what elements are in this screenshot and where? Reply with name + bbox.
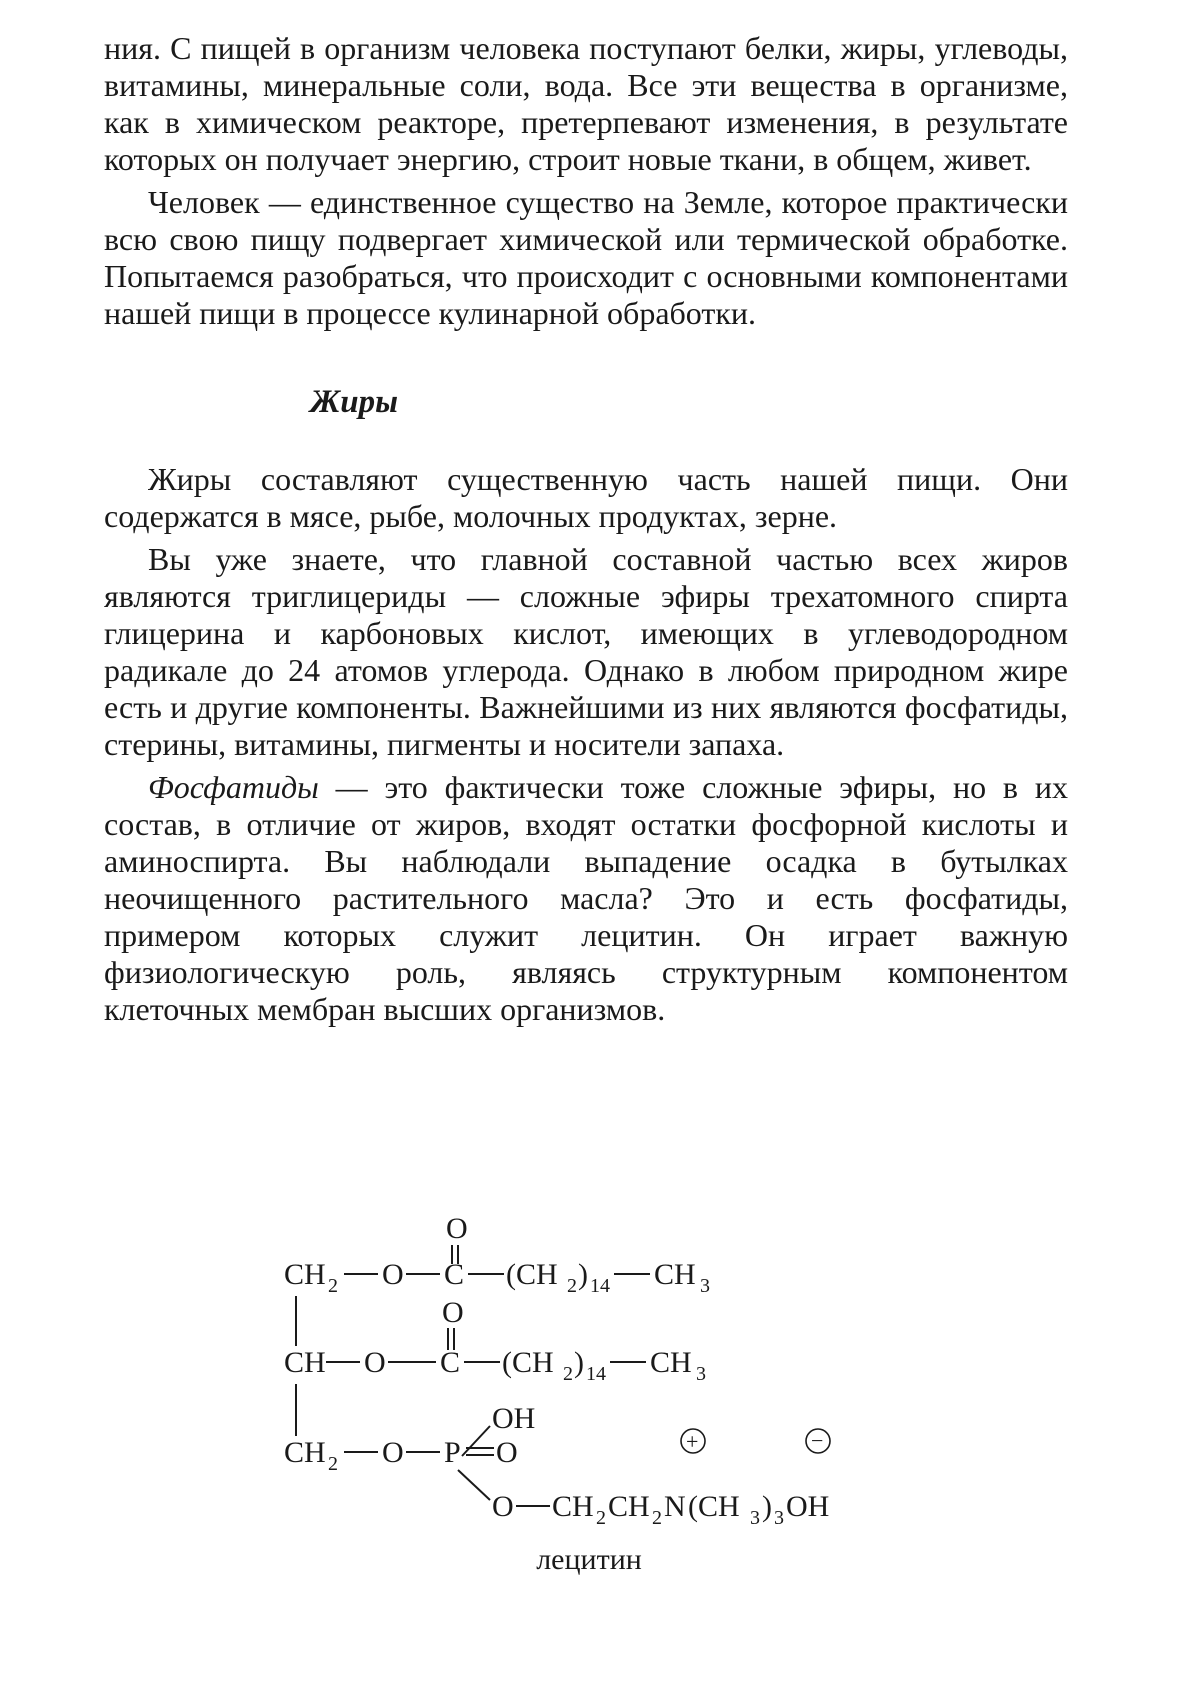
methyl-2: CH [650,1346,692,1379]
chain-2-sub-2: 2 [563,1363,573,1385]
glycerol-ch2-top-sub: 2 [328,1275,338,1297]
chain-2-close: ) [574,1346,584,1379]
phosphatides-paragraph [104,769,1068,1028]
choline-ch2-b-sub: 2 [652,1507,662,1529]
page-text [104,30,1068,1028]
ester-oxygen-3: O [382,1436,404,1469]
negative-charge: − [811,1428,824,1453]
choline-ch2-a-sub: 2 [596,1507,606,1529]
chain-1-sub-14: 14 [590,1275,610,1297]
carbonyl-oxygen-1: O [446,1212,468,1245]
nitrogen: N [664,1490,686,1523]
trimethyl-sub-3a: 3 [750,1507,760,1529]
phosphate-double-bonded-oxygen: O [496,1436,518,1469]
term-phosphatides: Фосфатиды [148,769,319,805]
chain-2-sub-14: 14 [586,1363,606,1385]
fats-paragraph-2: Вы уже знаете, что главной составной частью всех жиров являются триглицериды — сложные эфиры трехатомного спирта глицерина и карбоновых кислот, имеющих в углеводородном радикале до 24 атомов углерода. Однако в любом природном жире есть и другие компоненты. Важнейшими из них являются фосфатиды, стерины, витамины, пигменты и носители запаха. [104,541,1068,762]
trimethyl-close: ) [762,1490,772,1523]
trimethyl-sub-3b: 3 [774,1507,784,1529]
positive-charge: + [686,1429,699,1454]
glycerol-ch2-bottom-sub: 2 [328,1453,338,1475]
carbonyl-carbon-2: C [440,1346,461,1379]
methyl-1-sub: 3 [700,1275,710,1297]
phosphorus: P [444,1436,461,1469]
chain-2-open: (CH [502,1346,554,1379]
choline-ch2-a: CH [552,1490,594,1523]
glycerol-ch: CH [284,1346,326,1379]
phosphatides-text: — это фактически тоже сложные эфиры, но в их состав, в отличие от жиров, входят остатки фосфорной кислоты и аминоспирта. Вы наблюдали выпадение осадка в бутылках неочищенного растительного масла? Это и есть фосфатиды, примером которых служит лецитин. Он играет важную физиологическую роль, являясь структурным компонентом клеточных мембран высших организмов. [104,769,1068,1027]
section-heading: Жиры [310,384,399,420]
carbonyl-oxygen-2: O [442,1296,464,1329]
methyl-1: CH [654,1258,696,1291]
choline-ch2-b: CH [608,1490,650,1523]
fats-paragraph-1: Жиры составляют существенную часть нашей пищи. Они содержатся в мясе, рыбе, молочных продуктах, зерне. [104,461,1068,534]
ester-oxygen-1: O [382,1258,404,1291]
chain-1-close: ) [578,1258,588,1291]
intro-paragraph-2: Человек — единственное существо на Земле, которое практически всю свою пищу подвергает химической или термической обработке. Попытаемся разобраться, что происходит с основными компонентами нашей пищи в процессе кулинарной обработки. [104,184,1068,331]
phosphate-hydroxyl: OH [492,1402,536,1435]
methyl-2-sub: 3 [696,1363,706,1385]
ester-oxygen-2: O [364,1346,386,1379]
choline-oxygen: O [492,1490,514,1523]
hydroxide: OH [786,1490,830,1523]
carbonyl-carbon-1: C [444,1258,465,1291]
chain-1-sub-2: 2 [567,1275,577,1297]
intro-paragraph-1: ния. С пищей в организм человека поступают белки, жиры, углеводы, витамины, минеральные соли, вода. Все эти вещества в организме, как в химическом реакторе, претерпевают изменения, в результате которых он получает энергию, строит новые ткани, в общем, живет. [104,30,1068,177]
glycerol-ch2-bottom: CH [284,1436,326,1469]
formula-caption: лецитин [536,1543,642,1576]
glycerol-ch2-top: CH [284,1258,326,1291]
chain-1-open: (CH [506,1258,558,1291]
trimethyl-open: (CH [688,1490,740,1523]
